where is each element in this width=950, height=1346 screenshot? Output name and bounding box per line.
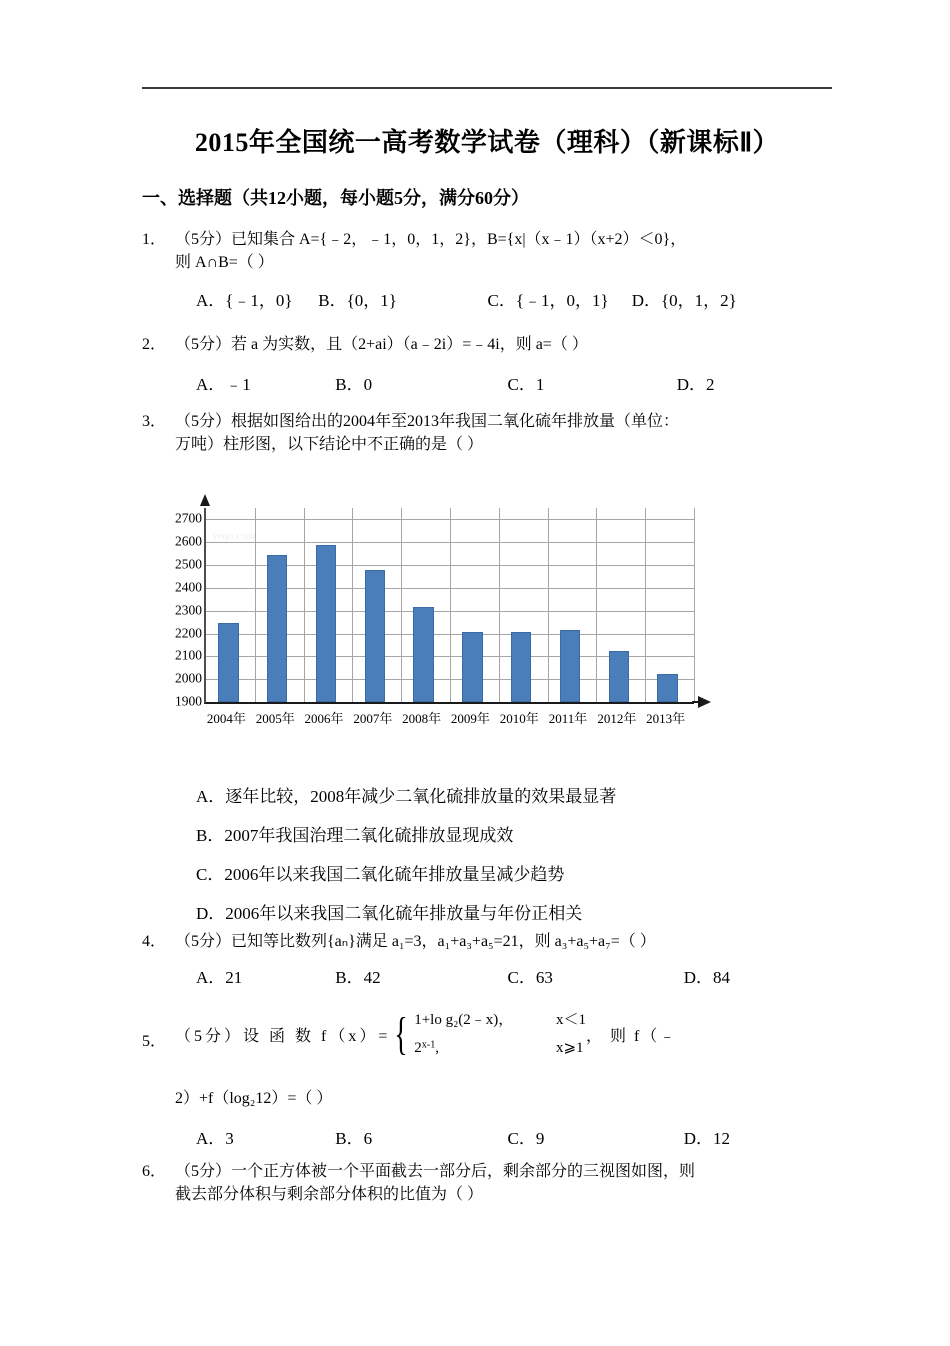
y-axis-tick-label: 2600 bbox=[175, 533, 202, 549]
question-6-number: 6． bbox=[142, 1163, 167, 1180]
question-2-option-c[interactable]: C．1 bbox=[507, 375, 545, 394]
question-4-option-a[interactable]: A．21 bbox=[196, 968, 243, 987]
question-5-line-2: 2）+f（log₂12）=（ ） bbox=[175, 1089, 333, 1107]
question-3-number: 3． bbox=[142, 413, 167, 430]
question-4-option-b[interactable]: B．42 bbox=[335, 968, 381, 987]
y-axis-tick-label: 2100 bbox=[175, 648, 202, 664]
question-4-number: 4． bbox=[142, 933, 167, 950]
x-axis-tick-label: 2011年 bbox=[548, 711, 588, 726]
gridline-vertical bbox=[401, 508, 402, 702]
chart-bar bbox=[413, 607, 433, 702]
question-1-option-b[interactable]: B．{0，1} bbox=[318, 291, 397, 310]
question-2-line-1: （5分）若 a 为实数，且（2+ai）（a﹣2i）=﹣4i，则 a=（ ） bbox=[175, 336, 588, 353]
chart-bar bbox=[267, 555, 287, 702]
question-5-option-c[interactable]: C．9 bbox=[507, 1129, 545, 1148]
x-axis-tick-label: 2009年 bbox=[450, 711, 490, 726]
question-1-body bbox=[175, 226, 835, 272]
x-axis-tick-label: 2008年 bbox=[402, 711, 442, 726]
question-5-option-a[interactable]: A．3 bbox=[196, 1129, 234, 1148]
chart-bar bbox=[316, 545, 336, 702]
chart-plot-area bbox=[175, 508, 694, 709]
question-5-tail: ， 则 f（﹣ bbox=[585, 1027, 678, 1045]
question-1-option-d[interactable]: D．{0，1，2} bbox=[631, 291, 737, 310]
x-axis-tick-label: 2007年 bbox=[353, 711, 393, 726]
question-4-body bbox=[175, 928, 835, 951]
question-1-number: 1． bbox=[142, 231, 167, 248]
y-axis-tick-label: 1900 bbox=[175, 693, 202, 709]
question-1-line-2: 则 A∩B=（ ） bbox=[175, 254, 274, 271]
question-5-option-b[interactable]: B．6 bbox=[335, 1129, 373, 1148]
question-5-options bbox=[196, 1124, 730, 1149]
gridline-vertical bbox=[450, 508, 451, 702]
question-5-body bbox=[175, 1010, 865, 1108]
question-1-line-1: （5分）已知集合 A={﹣2，﹣1，0，1，2}，B={x|（x﹣1）（x+2）＜0}， bbox=[175, 231, 687, 248]
piecewise-case-1-expression: 1+lo g₂(2﹣x)， bbox=[414, 1012, 514, 1028]
question-3-option-a[interactable]: A．逐年比较，2008年减少二氧化硫排放量的效果最显著 bbox=[196, 787, 617, 806]
chart-bar bbox=[560, 630, 580, 702]
question-6-line-1: （5分）一个正方体被一个平面截去一部分后，剩余部分的三视图如图，则 bbox=[175, 1163, 696, 1180]
y-axis-tick-label: 2000 bbox=[175, 670, 202, 686]
piecewise-case-1 bbox=[414, 1010, 586, 1030]
question-6-line-2: 截去部分体积与剩余部分体积的比值为（ ） bbox=[175, 1186, 484, 1203]
chart-bar bbox=[462, 632, 482, 702]
x-axis-tick-label: 2012年 bbox=[597, 711, 637, 726]
question-3-option-c[interactable]: C．2006年以来我国二氧化硫年排放量呈减少趋势 bbox=[196, 865, 565, 884]
y-axis-tick-label: 2400 bbox=[175, 579, 202, 595]
gridline-vertical bbox=[499, 508, 500, 702]
piecewise-case-2-expression: 2$^{x-1}$, bbox=[414, 1039, 440, 1057]
piecewise-case-2-exponent: x-1 bbox=[421, 1039, 436, 1051]
question-3-line-2: 万吨）柱形图，以下结论中不正确的是（ ） bbox=[175, 436, 484, 453]
x-axis-tick-label: 2010年 bbox=[499, 711, 539, 726]
piecewise-case-2-condition: x⩾1 bbox=[555, 1040, 584, 1057]
question-3-body bbox=[175, 408, 835, 454]
question-5-piecewise bbox=[390, 1010, 586, 1059]
chart-x-axis-labels bbox=[204, 708, 692, 732]
x-axis-tick-label: 2006年 bbox=[304, 711, 344, 726]
question-2-option-a[interactable]: A．﹣1 bbox=[196, 375, 251, 394]
question-2-body bbox=[175, 331, 835, 354]
question-6-body bbox=[175, 1158, 835, 1204]
question-1-option-c[interactable]: C．{﹣1，0，1} bbox=[487, 291, 609, 310]
y-axis-tick-label: 2700 bbox=[175, 511, 202, 527]
question-4-option-d[interactable]: D．84 bbox=[683, 968, 731, 987]
question-3-line-1: （5分）根据如图给出的2004年至2013年我国二氧化硫年排放量（单位： bbox=[175, 413, 680, 430]
chart-bar bbox=[511, 632, 531, 702]
so2-emissions-bar-chart bbox=[150, 480, 710, 755]
question-5-option-d[interactable]: D．12 bbox=[683, 1129, 731, 1148]
question-2-option-d[interactable]: D．2 bbox=[676, 375, 715, 394]
question-1-options bbox=[196, 286, 737, 311]
x-axis-arrow-icon bbox=[698, 696, 711, 708]
left-brace-icon: { bbox=[394, 1008, 409, 1060]
y-axis-arrow-icon bbox=[200, 494, 210, 506]
gridline-vertical bbox=[548, 508, 549, 702]
gridline-vertical bbox=[596, 508, 597, 702]
gridline-vertical bbox=[352, 508, 353, 702]
chart-bar bbox=[657, 674, 677, 702]
question-3-option-b[interactable]: B．2007年我国治理二氧化硫排放显现成效 bbox=[196, 826, 514, 845]
chart-bar bbox=[365, 570, 385, 702]
piecewise-case-2 bbox=[414, 1038, 586, 1058]
question-2-number: 2． bbox=[142, 336, 167, 353]
y-axis-tick-label: 2300 bbox=[175, 602, 202, 618]
question-3-option-d[interactable]: D．2006年以来我国二氧化硫年排放量与年份正相关 bbox=[196, 904, 583, 923]
question-4-line-1: （5分）已知等比数列{aₙ}满足 a₁=3，a₁+a₃+a₅=21，则 a₃+a₅+a₇=（ ） bbox=[175, 933, 656, 950]
gridline-vertical bbox=[694, 508, 695, 702]
page-title: 2015年全国统一高考数学试卷（理科）（新课标Ⅱ） bbox=[194, 128, 780, 157]
section-heading: 一、选择题（共12小题，每小题5分，满分60分） bbox=[142, 188, 529, 208]
chart-watermark: yeqo.com bbox=[212, 530, 256, 542]
header-divider bbox=[142, 87, 832, 89]
question-5-number: 5． bbox=[142, 1033, 167, 1050]
chart-bar bbox=[218, 623, 238, 702]
question-4-options bbox=[196, 963, 730, 988]
question-5-line-1: （5分）设 函 数 f（x）= bbox=[175, 1027, 391, 1045]
x-axis-tick-label: 2005年 bbox=[255, 711, 295, 726]
piecewise-case-2-base: 2 bbox=[414, 1040, 422, 1057]
x-axis-tick-label: 2013年 bbox=[646, 711, 686, 726]
question-4-option-c[interactable]: C．63 bbox=[507, 968, 553, 987]
question-1-option-a[interactable]: A．{﹣1，0} bbox=[196, 291, 293, 310]
chart-bar bbox=[609, 651, 629, 702]
y-axis-tick-label: 2200 bbox=[175, 625, 202, 641]
gridline-vertical bbox=[304, 508, 305, 702]
question-2-option-b[interactable]: B．0 bbox=[335, 375, 373, 394]
x-axis-tick-label: 2004年 bbox=[206, 711, 246, 726]
piecewise-case-1-condition: x＜1 bbox=[555, 1012, 586, 1028]
gridline-vertical bbox=[645, 508, 646, 702]
question-3-options bbox=[196, 782, 616, 938]
question-2-options bbox=[196, 370, 715, 395]
y-axis-tick-label: 2500 bbox=[175, 556, 202, 572]
